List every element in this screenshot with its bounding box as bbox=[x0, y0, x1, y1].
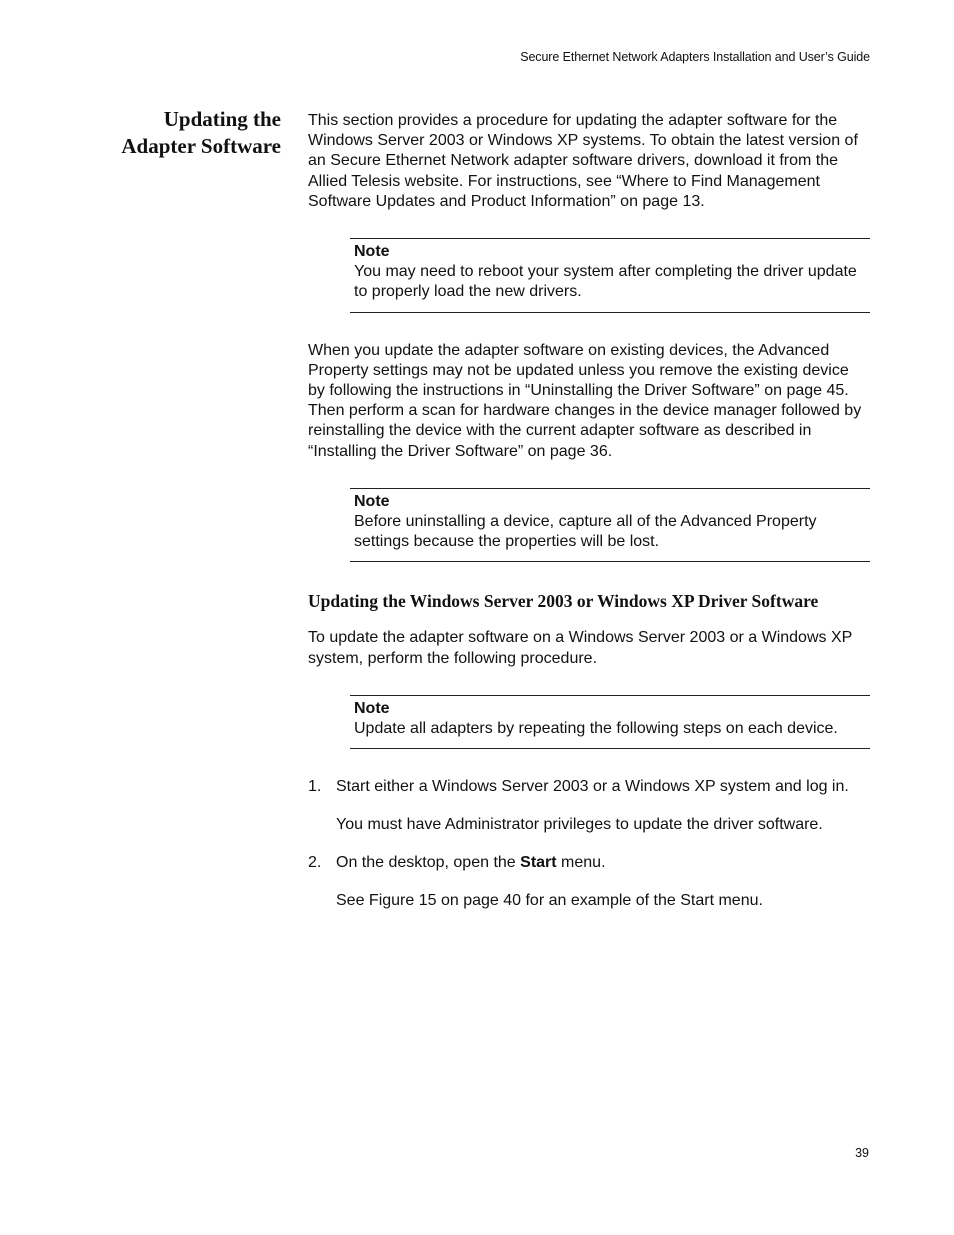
step-1-detail: You must have Administrator privileges to update the driver software. bbox=[336, 816, 823, 834]
section-title-line-2: Adapter Software bbox=[121, 134, 281, 158]
subsection-heading: Updating the Windows Server 2003 or Windows XP Driver Software bbox=[308, 591, 819, 612]
procedure-intro-paragraph: To update the adapter software on a Windows Server 2003 or a Windows XP system, perform the following procedure. bbox=[308, 629, 853, 667]
note-title: Note bbox=[354, 243, 390, 261]
step-number: 1. bbox=[308, 778, 322, 796]
note-box-uninstall bbox=[350, 488, 870, 563]
note-text: You may need to reboot your system after completing the driver update to properly load the new drivers. bbox=[354, 263, 857, 301]
note-title: Note bbox=[354, 492, 390, 510]
section-title bbox=[100, 106, 281, 160]
step-text: Start either a Windows Server 2003 or a Windows XP system and log in. bbox=[336, 778, 849, 796]
page-number: 39 bbox=[855, 1146, 869, 1160]
note-box-repeat bbox=[350, 695, 870, 749]
note-title: Note bbox=[354, 699, 390, 717]
intro-paragraph: This section provides a procedure for updating the adapter software for the Windows Server 2003 or Windows XP systems. To obtain the latest version of an Secure Ethernet Network adapter software drivers, download it from the Allied Telesis website. For instructions, see “Where to Find Management Software Updates and Product Information” on page 13. bbox=[308, 112, 858, 210]
running-header: Secure Ethernet Network Adapters Installation and User’s Guide bbox=[520, 50, 870, 64]
note-text: Before uninstalling a device, capture all of the Advanced Property settings because the properties will be lost. bbox=[354, 513, 817, 551]
step-number: 2. bbox=[308, 853, 322, 871]
step-text-after: menu. bbox=[556, 853, 606, 871]
step-2 bbox=[308, 853, 870, 873]
note-box-reboot bbox=[350, 238, 870, 313]
step-2-detail: See Figure 15 on page 40 for an example of the Start menu. bbox=[336, 891, 763, 909]
advanced-property-paragraph: When you update the adapter software on existing devices, the Advanced Property settings may not be updated unless you remove the existing device by following the instructions in “Uninstalling the Driver Software” on page 45. Then perform a scan for hardware changes in the device manager followed by reinstalling the device with the current adapter software as described in “Installing the Driver Software” on page 36. bbox=[308, 341, 862, 460]
step-text-before: On the desktop, open the bbox=[336, 853, 521, 871]
note-text: Update all adapters by repeating the following steps on each device. bbox=[354, 720, 838, 738]
body-content bbox=[308, 111, 870, 928]
section-title-line-1: Updating the bbox=[163, 107, 281, 131]
step-1 bbox=[308, 777, 870, 797]
start-menu-label: Start bbox=[520, 853, 557, 871]
